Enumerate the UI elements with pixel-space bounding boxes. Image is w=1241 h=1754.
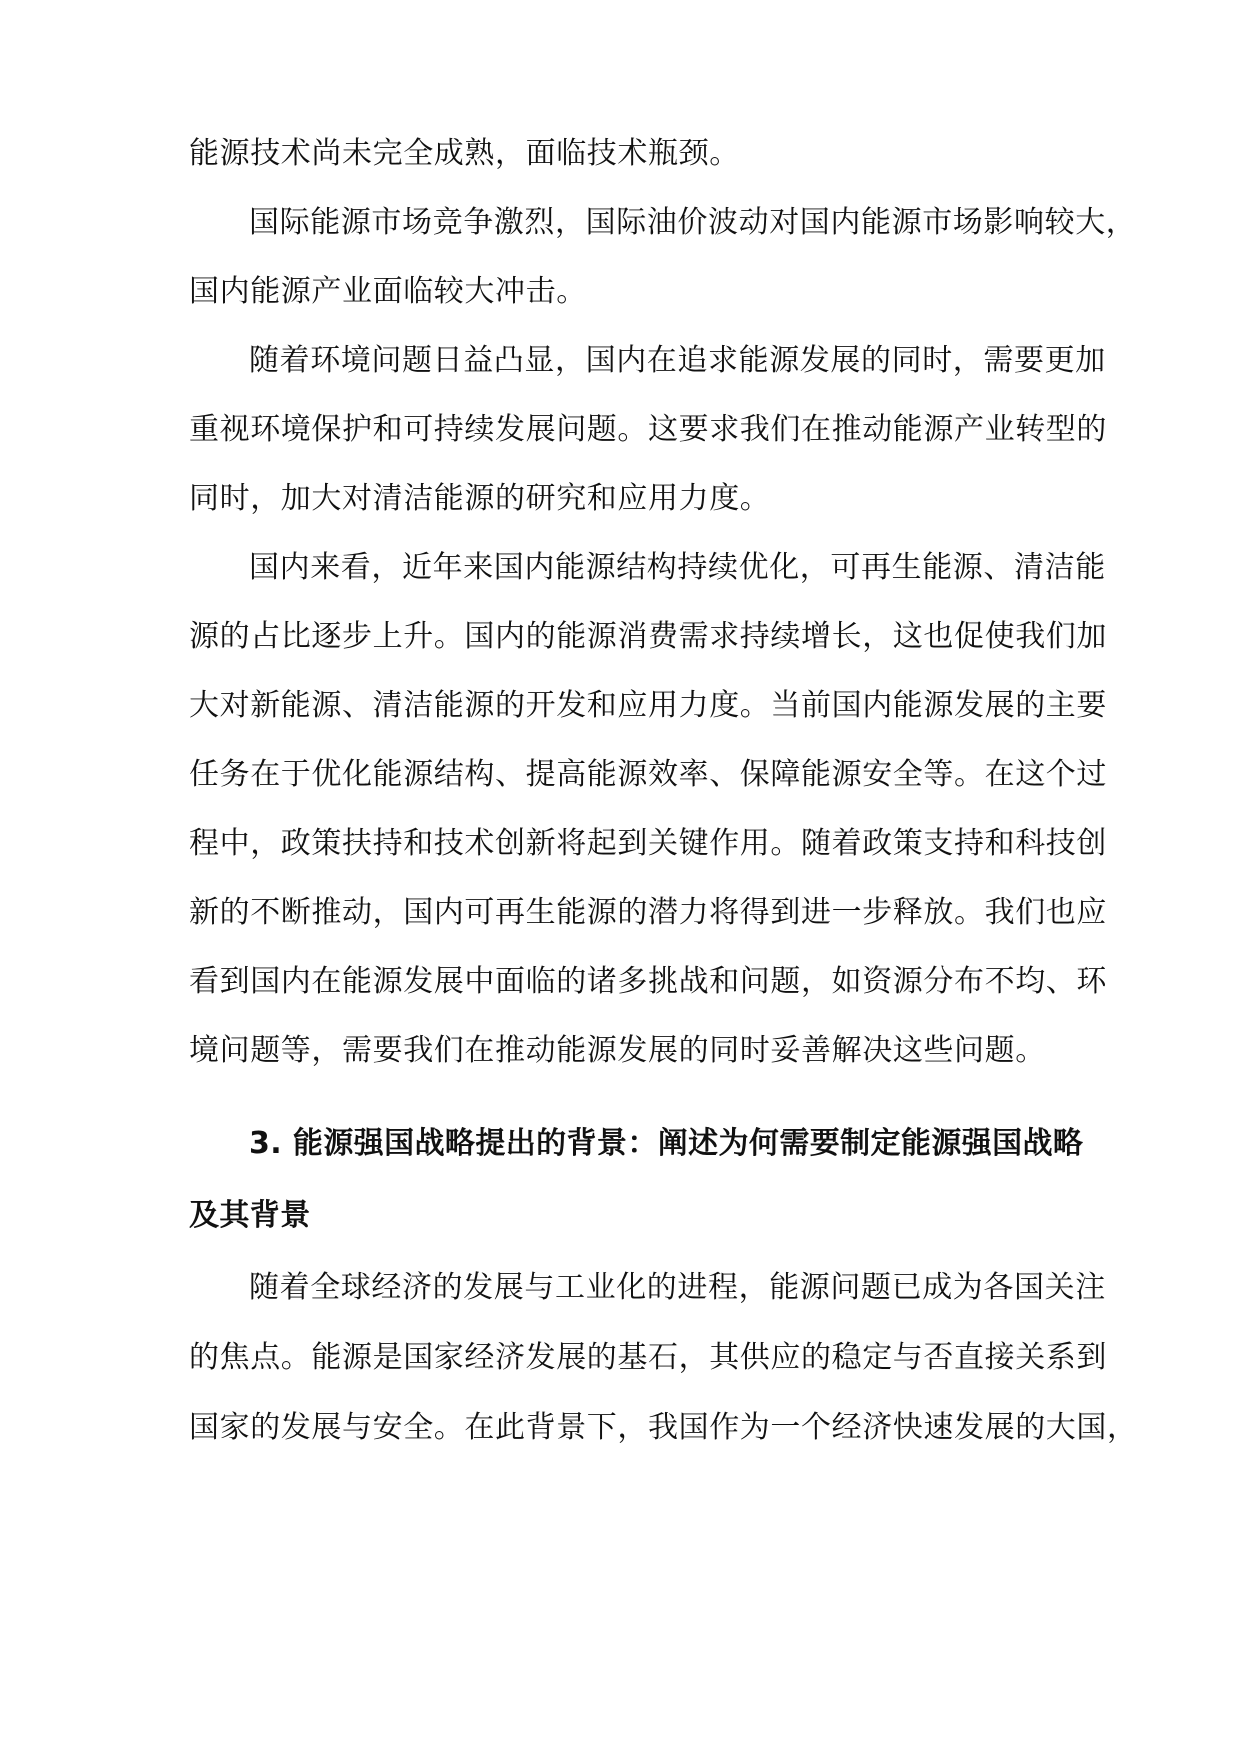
paragraph-line: 随着环境问题日益凸显，国内在追求能源发展的同时，需要更加 [249, 343, 1106, 378]
section-heading: 及其背景 [189, 1198, 311, 1233]
paragraph-line: 的焦点。能源是国家经济发展的基石，其供应的稳定与否直接关系到 [189, 1340, 1107, 1375]
section-heading: 3. 能源强国战略提出的背景：阐述为何需要制定能源强国战略 [249, 1126, 1084, 1161]
paragraph-line: 同时，加大对清洁能源的研究和应用力度。 [189, 481, 771, 516]
paragraph-line: 国内能源产业面临较大冲击。 [189, 274, 587, 309]
paragraph-line: 随着全球经济的发展与工业化的进程，能源问题已成为各国关注 [249, 1270, 1106, 1305]
paragraph-line: 新的不断推动，国内可再生能源的潜力将得到进一步释放。我们也应 [189, 895, 1107, 930]
paragraph-line: 任务在于优化能源结构、提高能源效率、保障能源安全等。在这个过 [189, 757, 1107, 792]
paragraph-line: 国家的发展与安全。在此背景下，我国作为一个经济快速发展的大国， [189, 1410, 1138, 1445]
paragraph-line: 能源技术尚未完全成熟，面临技术瓶颈。 [189, 136, 740, 171]
paragraph-line: 看到国内在能源发展中面临的诸多挑战和问题，如资源分布不均、环 [189, 964, 1107, 999]
paragraph-line: 国际能源市场竞争激烈，国际油价波动对国内能源市场影响较大， [249, 205, 1137, 240]
paragraph-line: 源的占比逐步上升。国内的能源消费需求持续增长，这也促使我们加 [189, 619, 1107, 654]
paragraph-line: 国内来看，近年来国内能源结构持续优化，可再生能源、清洁能 [249, 550, 1106, 585]
paragraph-line: 程中，政策扶持和技术创新将起到关键作用。随着政策支持和科技创 [189, 826, 1107, 861]
paragraph-line: 境问题等，需要我们在推动能源发展的同时妥善解决这些问题。 [189, 1033, 1046, 1068]
paragraph-line: 重视环境保护和可持续发展问题。这要求我们在推动能源产业转型的 [189, 412, 1107, 447]
paragraph-line: 大对新能源、清洁能源的开发和应用力度。当前国内能源发展的主要 [189, 688, 1107, 723]
